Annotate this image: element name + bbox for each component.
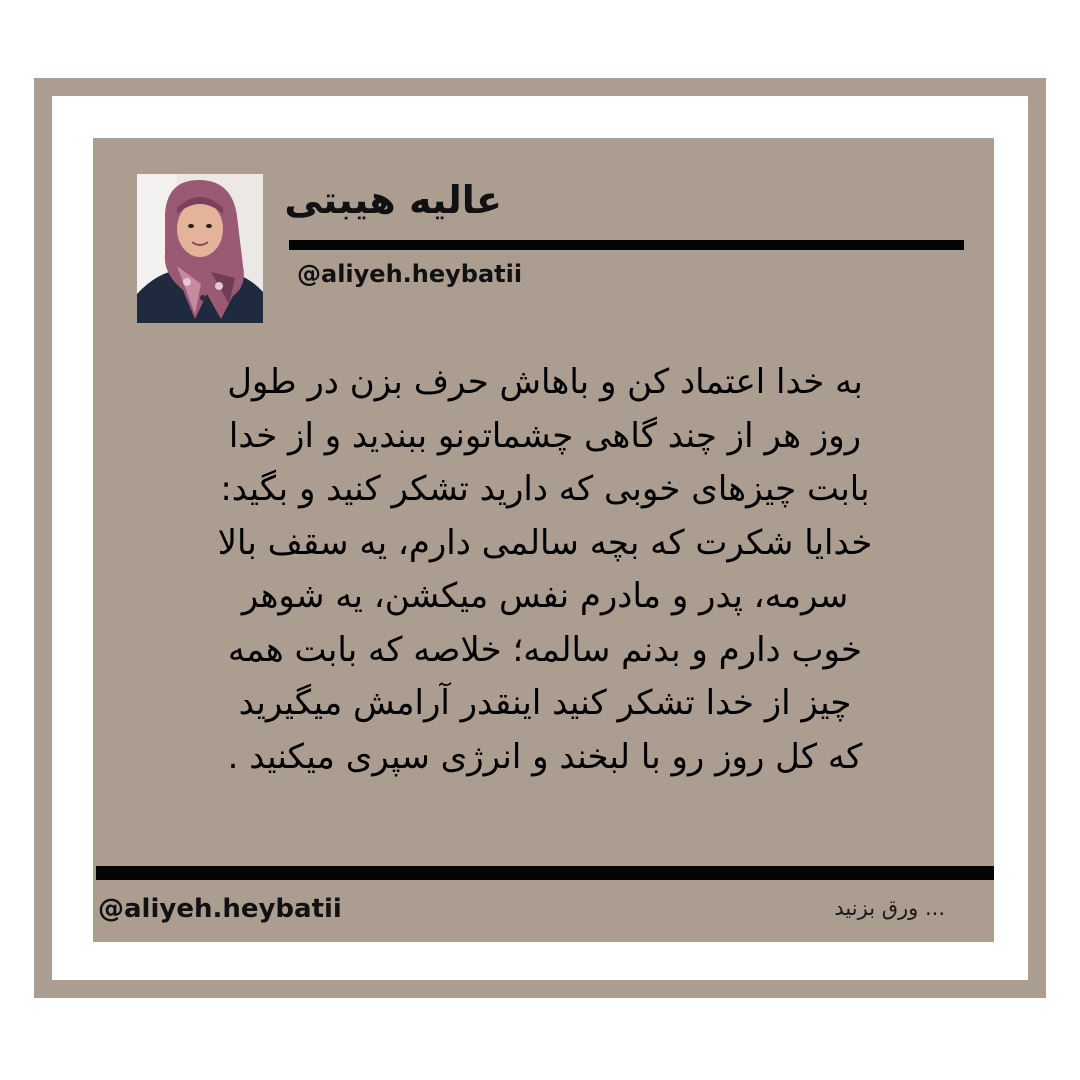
quote-line: سرمه، پدر و مادرم نفس میکشن، یه شوهر: [241, 576, 849, 616]
author-name: عالیه هیبتی: [284, 178, 502, 222]
footer-divider: [96, 866, 994, 880]
footer-handle: @aliyeh.heybatii: [98, 894, 342, 924]
avatar-photo-icon: [137, 174, 263, 323]
header-divider: [289, 240, 964, 250]
quote-line: که کل روز رو با لبخند و انرژی سپری میکنید .: [227, 736, 863, 777]
quote-line: بابت چیزهای خوبی که دارید تشکر کنید و بگید:: [220, 469, 870, 509]
quote-line: خوب دارم و بدنم سالمه؛ خلاصه که بابت همه: [227, 629, 863, 670]
author-handle: @aliyeh.heybatii: [297, 260, 523, 288]
swipe-hint: ... ورق بزنید: [834, 896, 945, 920]
quote-text: [100, 356, 990, 784]
author-avatar: [137, 174, 263, 323]
quote-line: خدایا شکرت که بچه سالمی دارم، یه سقف بالا: [217, 522, 873, 563]
quote-line: به خدا اعتماد کن و باهاش حرف بزن در طول: [227, 362, 863, 402]
quote-line: چیز از خدا تشکر کنید اینقدر آرامش میگیرید: [238, 683, 852, 723]
quote-line: روز هر از چند گاهی چشماتونو ببندید و از خدا: [228, 415, 862, 456]
